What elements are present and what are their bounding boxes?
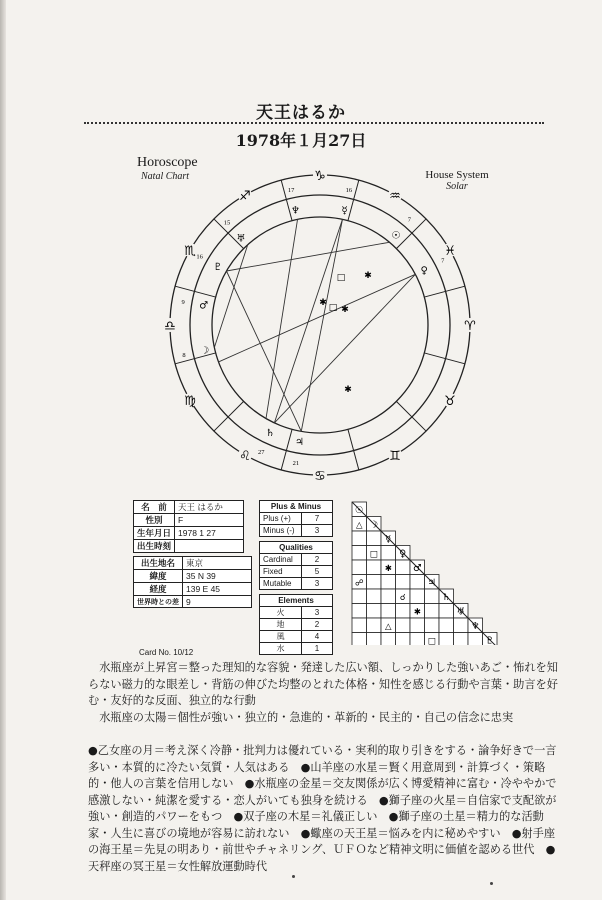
planet-degree: 17: [287, 187, 295, 195]
grid-row-glyph: ♇: [485, 635, 495, 645]
birthplace-value: 139 E 45: [183, 583, 252, 596]
grid-cell: [367, 531, 382, 546]
aspect-grid: [350, 500, 500, 645]
grid-cell: [396, 604, 411, 619]
planet-degree: 7: [441, 257, 445, 265]
birthplace-row: [134, 596, 252, 608]
planet-glyph: ♀: [420, 265, 428, 277]
birthplace-label: 出生地名: [134, 557, 183, 570]
grid-cell: [367, 604, 382, 619]
page-title: 天王はるか: [256, 103, 346, 123]
profile-value: 1978 1 27: [175, 527, 244, 540]
birthplace-value: 9: [183, 596, 252, 608]
grid-cell: [367, 589, 382, 604]
grid-cell: [367, 575, 382, 590]
planet-glyph: ☿: [341, 205, 348, 217]
profile-label: 生年月日: [134, 527, 175, 540]
grid-cell: [381, 546, 396, 561]
grid-cell: [425, 604, 440, 619]
planet-degree: 27: [258, 448, 265, 456]
grid-cell: [425, 618, 440, 633]
grid-aspect-symbol: ☌: [399, 593, 406, 603]
birthplace-table: [133, 556, 252, 608]
planet-degree: 15: [223, 219, 231, 227]
planet-degree: 7: [407, 216, 411, 224]
profile-row: [134, 540, 244, 553]
elements-title: Elements: [260, 595, 332, 607]
sign-glyph: ♎: [164, 319, 176, 334]
planet-glyph: ☉: [391, 230, 401, 242]
birthplace-label: 緯度: [134, 570, 183, 583]
plus-minus-value: 3: [314, 526, 320, 535]
grid-row-glyph: ♃: [427, 577, 437, 589]
grid-cell: [410, 589, 425, 604]
profile-value: F: [175, 514, 244, 527]
grid-row-glyph: ☽: [369, 519, 379, 531]
sign-glyph: ♉: [444, 394, 456, 409]
title-divider: [84, 122, 544, 124]
grid-cell: [396, 575, 411, 590]
sign-glyph: ♑: [314, 169, 326, 184]
grid-row-glyph: ♅: [456, 606, 466, 618]
grid-aspect-symbol: ✱: [384, 564, 392, 574]
sign-glyph: ♋: [314, 469, 326, 484]
grid-cell: [352, 604, 367, 619]
sun-paragraph: 水瓶座の太陽＝個性が強い・独立的・急進的・革新的・民主的・自己の信念に忠実: [99, 710, 514, 724]
aspect-marker: ✱: [341, 305, 349, 315]
grid-cell: [410, 618, 425, 633]
grid-aspect-symbol: ☍: [354, 578, 364, 589]
grid-cell: [352, 589, 367, 604]
qualities-value: 5: [314, 567, 320, 576]
planet-glyph: ♅: [236, 233, 246, 245]
grid-cell: [410, 575, 425, 590]
plus-minus-label: Minus (-): [260, 525, 302, 536]
profile-value: [175, 540, 244, 553]
aspect-marker: □: [336, 273, 346, 283]
horoscope-wheel: [155, 160, 485, 490]
aspect-line: [226, 242, 389, 271]
profile-value: 天王 はるか: [175, 501, 244, 514]
birthplace-label: 世界時との差: [134, 596, 183, 608]
plus-minus-value: 7: [314, 514, 320, 523]
house-system-label: House System: [425, 169, 489, 181]
wheel-ring-2: [212, 217, 428, 433]
birthplace-row: [134, 557, 252, 570]
elements-label: 風: [260, 631, 302, 642]
aspect-line: [274, 274, 415, 423]
elements-value: 1: [314, 644, 320, 653]
grid-cell: [352, 546, 367, 561]
ascendant-paragraph: 水瓶座が上昇宮＝整った理知的な容貌・発達した広い額、しっかりした強いあご・怖れを知らない磁力的な眼差し・背筋の伸びた均整のとれた体格・知性を感じる行動や言葉・助言を好む・友好的な反面、独立的な行動: [88, 661, 558, 707]
sign-glyph: ♌: [239, 448, 251, 464]
profile-row: [134, 501, 244, 514]
grid-row-glyph: ♀: [399, 548, 407, 560]
aspect-marker: □: [328, 303, 338, 313]
aspect-marker: ✱: [319, 298, 327, 308]
grid-row-glyph: ☉: [354, 505, 364, 516]
plus-minus-label: Plus (+): [260, 513, 302, 524]
aspect-line: [214, 245, 247, 348]
plus-minus-row: [260, 525, 332, 536]
grid-row-glyph: ♂: [412, 563, 422, 574]
grid-cell: [352, 618, 367, 633]
aspect-marker: ✱: [364, 271, 372, 281]
sign-glyph: ♈: [464, 319, 476, 334]
grid-cell: [367, 618, 382, 633]
grid-aspect-symbol: □: [427, 636, 436, 645]
birthplace-label: 経度: [134, 583, 183, 596]
elements-box: [259, 594, 333, 655]
planet-glyph: ♂: [199, 300, 209, 312]
elements-label: 水: [260, 643, 302, 654]
grid-aspect-symbol: □: [369, 549, 378, 560]
sign-glyph: ♒: [389, 189, 401, 205]
plus-minus-title: Plus & Minus: [260, 501, 332, 513]
birth-date: 1978年１月27日: [235, 131, 367, 150]
grid-cell: [396, 618, 411, 633]
qualities-title: Qualities: [260, 542, 332, 554]
planet-degree: 21: [292, 459, 300, 467]
house-system-value: Solar: [446, 181, 468, 192]
chart-subtitle: Natal Chart: [141, 171, 190, 182]
elements-row: [260, 643, 332, 654]
qualities-label: Fixed: [260, 566, 302, 577]
planet-details: [88, 743, 560, 875]
grid-cell: [468, 633, 483, 646]
planet-glyph: ☽: [200, 345, 210, 357]
planet-degree: 16: [345, 187, 353, 195]
page-dot: [490, 882, 493, 885]
grid-cell: [454, 633, 469, 646]
elements-value: 4: [314, 632, 320, 641]
elements-value: 3: [314, 608, 320, 617]
planet-glyph: ♆: [290, 205, 300, 217]
qualities-row: [260, 578, 332, 589]
birthplace-value: 35 N 39: [183, 570, 252, 583]
planet-degree: 8: [182, 351, 186, 359]
profile-row: [134, 514, 244, 527]
grid-row-glyph: ♄: [441, 592, 451, 603]
grid-cell: [410, 633, 425, 646]
grid-cell: [396, 633, 411, 646]
profile-row: [134, 527, 244, 540]
elements-label: 火: [260, 607, 302, 618]
grid-cell: [439, 633, 454, 646]
grid-cell: [454, 618, 469, 633]
grid-cell: [439, 618, 454, 633]
birthplace-value: 東京: [183, 557, 252, 570]
elements-value: 2: [314, 620, 320, 629]
planet-glyph: ♃: [295, 437, 304, 449]
card-number: Card No. 10/12: [139, 648, 194, 657]
qualities-box: [259, 541, 333, 590]
planet-glyph: ♇: [213, 262, 223, 273]
grid-cell: [381, 604, 396, 619]
qualities-label: Mutable: [260, 578, 302, 589]
planet-glyph: ♄: [265, 427, 275, 439]
plus-minus-row: [260, 513, 332, 525]
grid-row-glyph: ☿: [385, 534, 392, 545]
grid-aspect-symbol: △: [384, 622, 392, 632]
grid-cell: [396, 560, 411, 575]
grid-row-glyph: ♆: [470, 621, 480, 632]
elements-row: [260, 631, 332, 643]
grid-cell: [381, 633, 396, 646]
birthplace-row: [134, 583, 252, 596]
birthplace-row: [134, 570, 252, 583]
elements-row: [260, 607, 332, 619]
qualities-row: [260, 566, 332, 578]
planet-details-paragraph: ●乙女座の月＝考え深く冷静・批判力は優れている・実利的取り引きをする・論争好きで一言多い・本質的に冷たい気質・人気はある ●山羊座の水星＝賢く用意周到・計算づく・策略的・他人の言葉を信用しない ●水瓶座の金星＝交友関係が広く博愛精神に富む・冷ややかで感激しない・純潔を愛する・恋人がいても独身を続ける ●獅子座の火星＝自信家で支配欲が強い・創造的パワーをもつ ●双子座の木星＝礼儀正しい ●獅子座の土星＝精力的な活動家・人生に喜びの境地が容易に訪れない ●蠍座の天王星＝悩みを内に秘めやすい ●射手座の海王星＝先見の明あり・前世やチャネリング、ＵＦＯなど精神文明に価値を認める世代 ●天秤座の冥王星＝女性解放運動時代: [88, 744, 557, 873]
qualities-label: Cardinal: [260, 554, 302, 565]
intro-text: [88, 660, 560, 726]
profile-table: [133, 500, 244, 553]
plus-minus-box: [259, 500, 333, 537]
sign-glyph: ♐: [239, 189, 251, 205]
aspect-marker: ✱: [344, 385, 352, 395]
grid-cell: [352, 560, 367, 575]
grid-cell: [367, 560, 382, 575]
profile-label: 名 前: [134, 501, 175, 514]
grid-aspect-symbol: ✱: [413, 607, 421, 618]
planet-degree: 9: [181, 298, 185, 306]
elements-row: [260, 619, 332, 631]
qualities-row: [260, 554, 332, 566]
sign-glyph: ♍: [184, 394, 196, 409]
sign-glyph: ♏: [184, 244, 196, 259]
planet-degree: 16: [196, 253, 203, 261]
profile-label: 性別: [134, 514, 175, 527]
elements-label: 地: [260, 619, 302, 630]
grid-cell: [352, 531, 367, 546]
qualities-value: 3: [314, 579, 320, 588]
qualities-value: 2: [314, 555, 320, 564]
grid-cell: [439, 604, 454, 619]
chart-title: Horoscope: [137, 155, 198, 170]
page-dot: [292, 875, 295, 878]
sign-glyph: ♊: [389, 448, 401, 464]
grid-cell: [352, 633, 367, 646]
grid-cell: [425, 589, 440, 604]
grid-cell: [381, 575, 396, 590]
grid-cell: [367, 633, 382, 646]
grid-cell: [381, 589, 396, 604]
grid-aspect-symbol: △: [355, 520, 363, 531]
sign-glyph: ♓: [444, 244, 456, 259]
profile-label: 出生時刻: [134, 540, 175, 553]
